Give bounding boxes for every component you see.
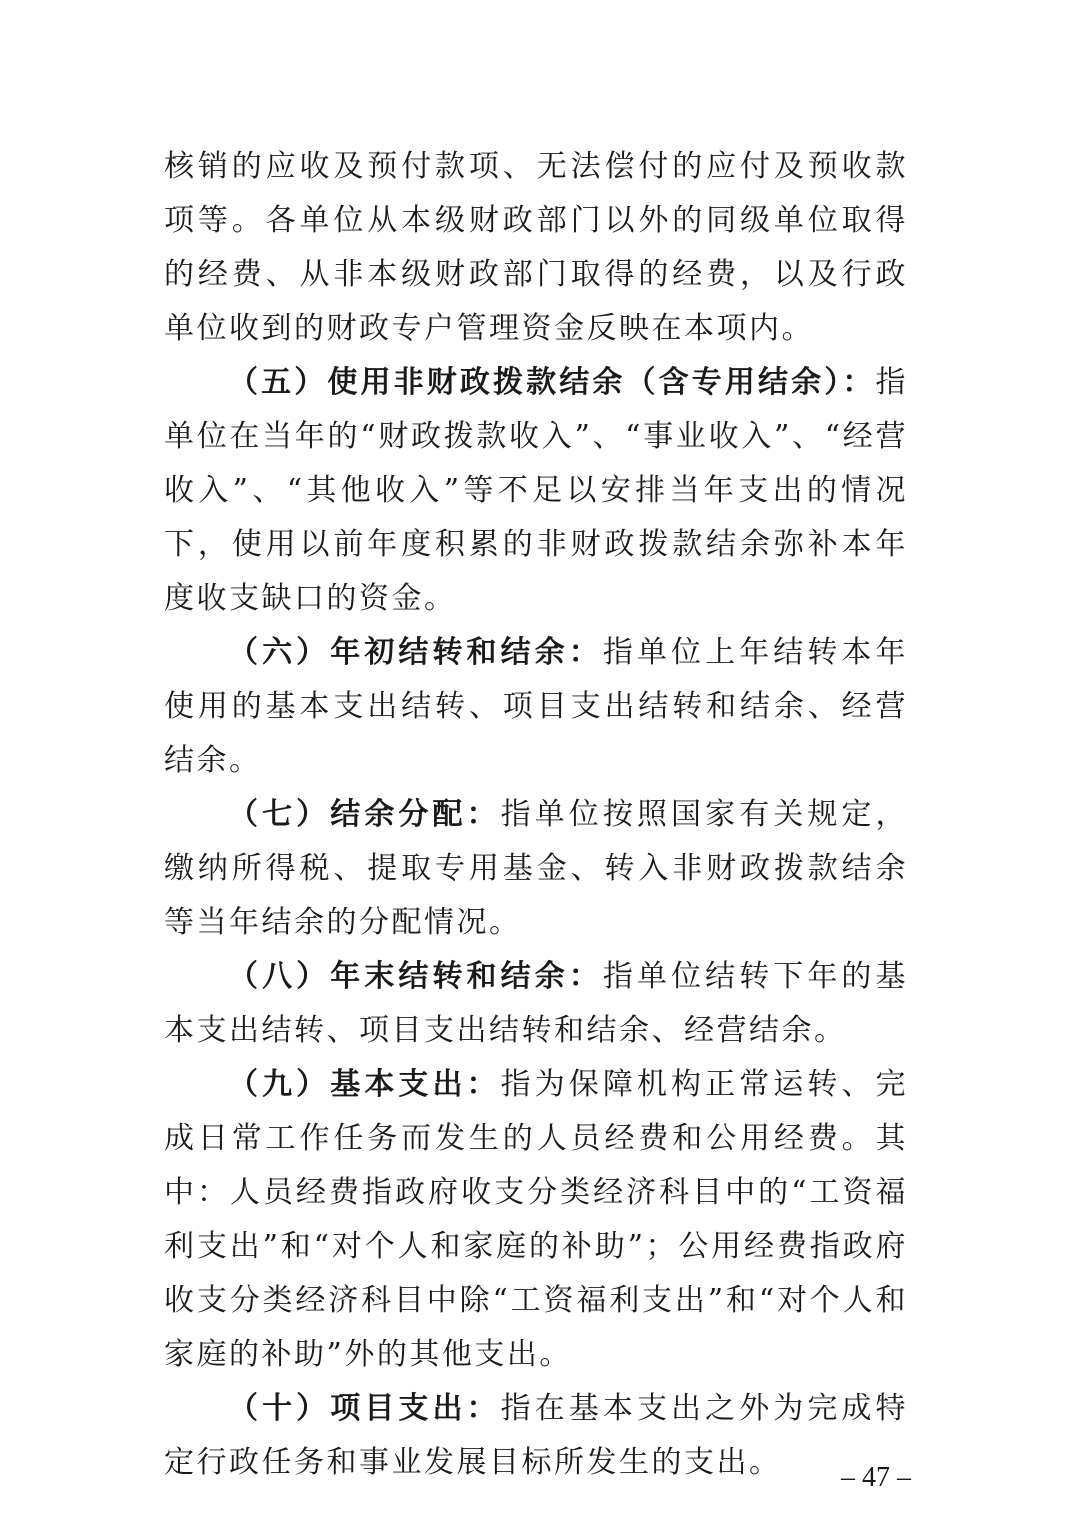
paragraph-term: （十）项目支出：	[228, 1391, 501, 1426]
paragraph-continuation	[164, 140, 908, 356]
paragraph-item-8	[164, 950, 908, 1058]
paragraph-item-7	[164, 788, 908, 950]
paragraph-item-10	[164, 1382, 908, 1490]
paragraph-text: 指单位结转下年的基本支出结转、项目支出结转和结余、经营结余。	[164, 959, 909, 1048]
paragraph-text: 核销的应收及预付款项、无法偿付的应付及预收款项等。各单位从本级财政部门以外的同级单位取得的经费、从非本级财政部门取得的经费，以及行政单位收到的财政专户管理资金反映在本项内。	[164, 149, 908, 346]
paragraph-term: （五）使用非财政拨款结余（含专用结余）：	[228, 365, 876, 400]
paragraph-item-5	[164, 356, 908, 626]
paragraph-text: 指单位按照国家有关规定，缴纳所得税、提取专用基金、转入非财政拨款结余等当年结余的分配情况。	[164, 797, 909, 940]
paragraph-item-9	[164, 1058, 908, 1382]
page-number: – 47 –	[841, 1462, 911, 1493]
paragraph-term: （七）结余分配：	[228, 797, 501, 832]
paragraph-text: 指为保障机构正常运转、完成日常工作任务而发生的人员经费和公用经费。其中：人员经费指政府收支分类经济科目中的“工资福利支出”和“对个人和家庭的补助”；公用经费指政府收支分类经济科目中除“工资福利支出”和“对个人和家庭的补助”外的其他支出。	[164, 1067, 909, 1372]
paragraph-text: 指在基本支出之外为完成特定行政任务和事业发展目标所发生的支出。	[164, 1391, 909, 1480]
paragraph-term: （八）年末结转和结余：	[228, 959, 603, 994]
paragraph-term: （九）基本支出：	[228, 1067, 501, 1102]
paragraph-item-6	[164, 626, 908, 788]
paragraph-text: 指单位上年结转本年使用的基本支出结转、项目支出结转和结余、经营结余。	[164, 635, 909, 778]
paragraph-term: （六）年初结转和结余：	[228, 635, 603, 670]
body-text	[164, 140, 908, 1490]
paragraph-text: 指单位在当年的“财政拨款收入”、“事业收入”、“经营收入”、“其他收入”等不足以安排当年支出的情况下，使用以前年度积累的非财政拨款结余弥补本年度收支缺口的资金。	[164, 365, 908, 616]
